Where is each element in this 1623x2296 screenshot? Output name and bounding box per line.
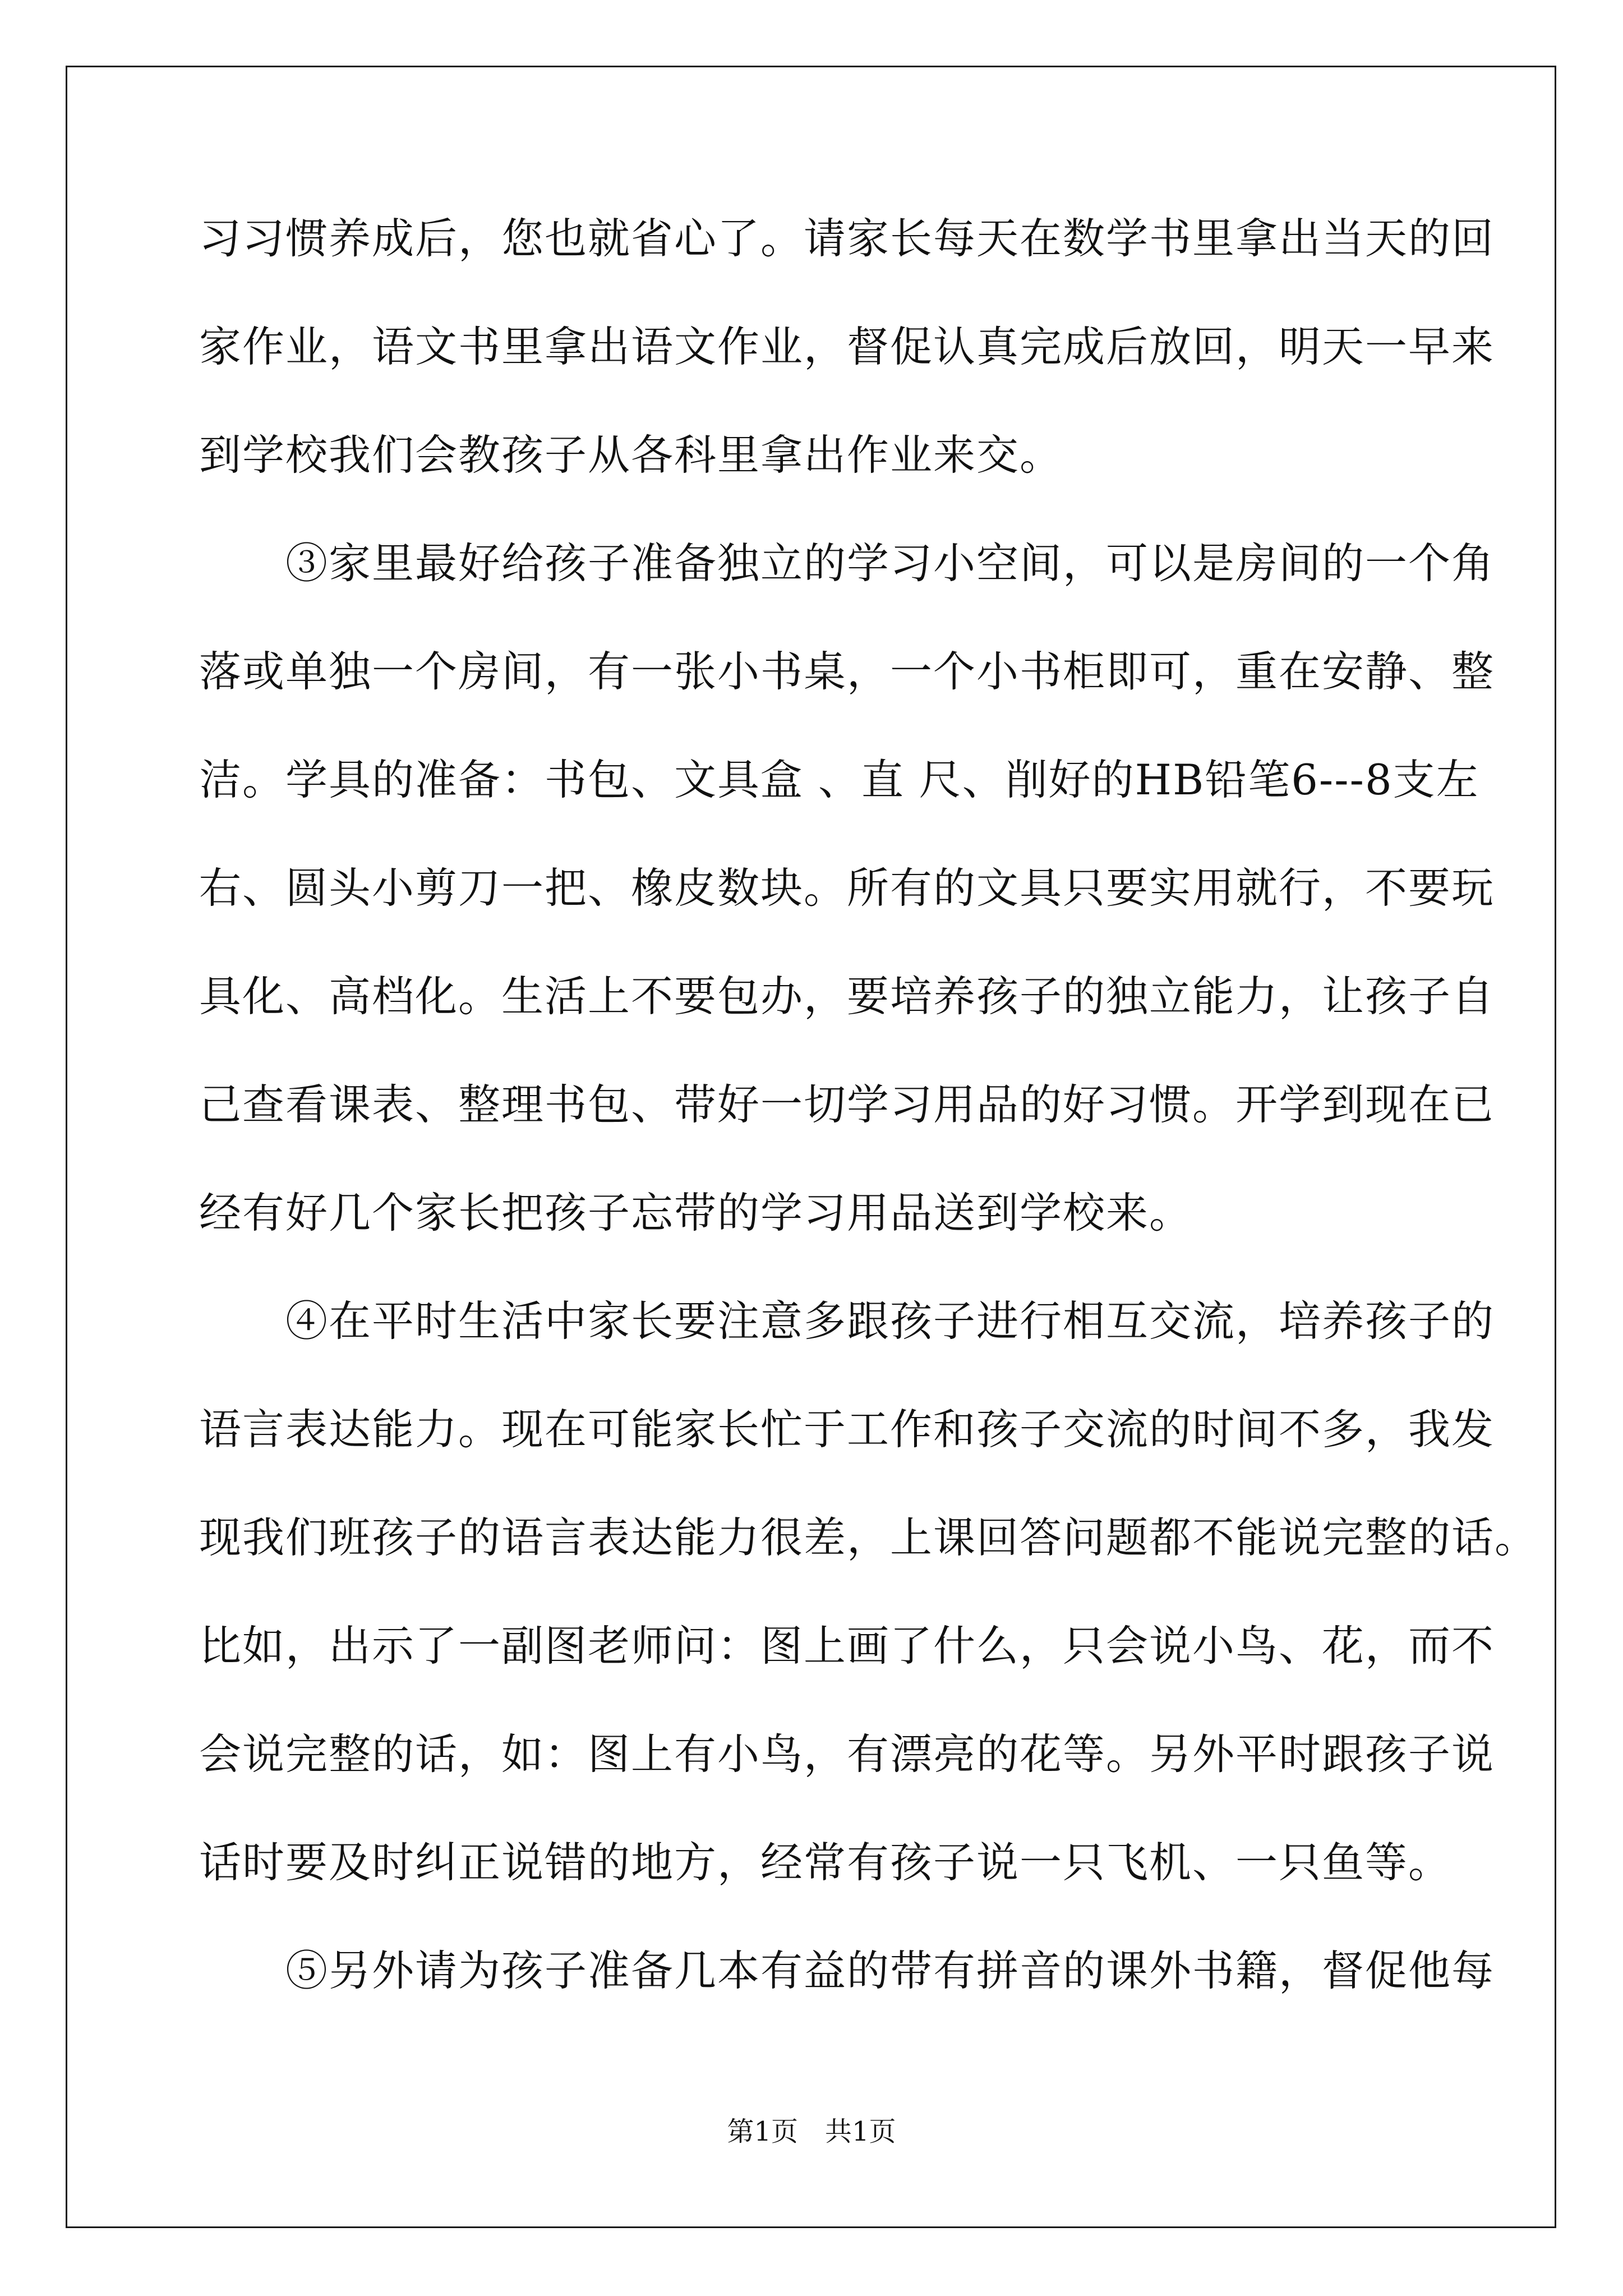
text-line: ③家里最好给孩子准备独立的学习小空间，可以是房间的一个角 — [199, 539, 1495, 588]
text-line: 己查看课表、整理书包、带好一切学习用品的好习惯。开学到现在已 — [199, 1080, 1495, 1129]
text-line: ⑤另外请为孩子准备几本有益的带有拼音的课外书籍，督促他每 — [199, 1946, 1495, 1995]
text-line: 语言表达能力。现在可能家长忙于工作和孩子交流的时间不多，我发 — [199, 1405, 1495, 1454]
text-line: 落或单独一个房间，有一张小书桌，一个小书柜即可，重在安静、整 — [199, 647, 1495, 696]
text-line: 会说完整的话，如：图上有小鸟，有漂亮的花等。另外平时跟孩子说 — [199, 1729, 1495, 1779]
text-line: 洁。学具的准备：书包、文具盒 、直 尺、削好的HB铅笔6---8支左 — [199, 755, 1479, 804]
text-line: 右、圆头小剪刀一把、橡皮数块。所有的文具只要实用就行，不要玩 — [199, 863, 1495, 913]
text-line: 话时要及时纠正说错的地方，经常有孩子说一只飞机、一只鱼等。 — [199, 1838, 1452, 1887]
text-line: 家作业，语文书里拿出语文作业，督促认真完成后放回，明天一早来 — [199, 322, 1495, 371]
text-line: 现我们班孩子的语言表达能力很差，上课回答问题都不能说完整的话。 — [199, 1513, 1538, 1562]
text-line: 比如，出示了一副图老师问：图上画了什么，只会说小鸟、花，而不 — [199, 1621, 1495, 1671]
text-line: 到学校我们会教孩子从各科里拿出作业来交。 — [199, 430, 1063, 480]
page-border — [66, 66, 1556, 2228]
text-line: 经有好几个家长把孩子忘带的学习用品送到学校来。 — [199, 1188, 1193, 1237]
text-line: ④在平时生活中家长要注意多跟孩子进行相互交流，培养孩子的 — [199, 1296, 1495, 1346]
text-line: 具化、高档化。生活上不要包办，要培养孩子的独立能力，让孩子自 — [199, 972, 1495, 1021]
page-footer: 第1页 共1页 — [727, 2116, 896, 2147]
text-line: 习习惯养成后，您也就省心了。请家长每天在数学书里拿出当天的回 — [199, 214, 1495, 263]
